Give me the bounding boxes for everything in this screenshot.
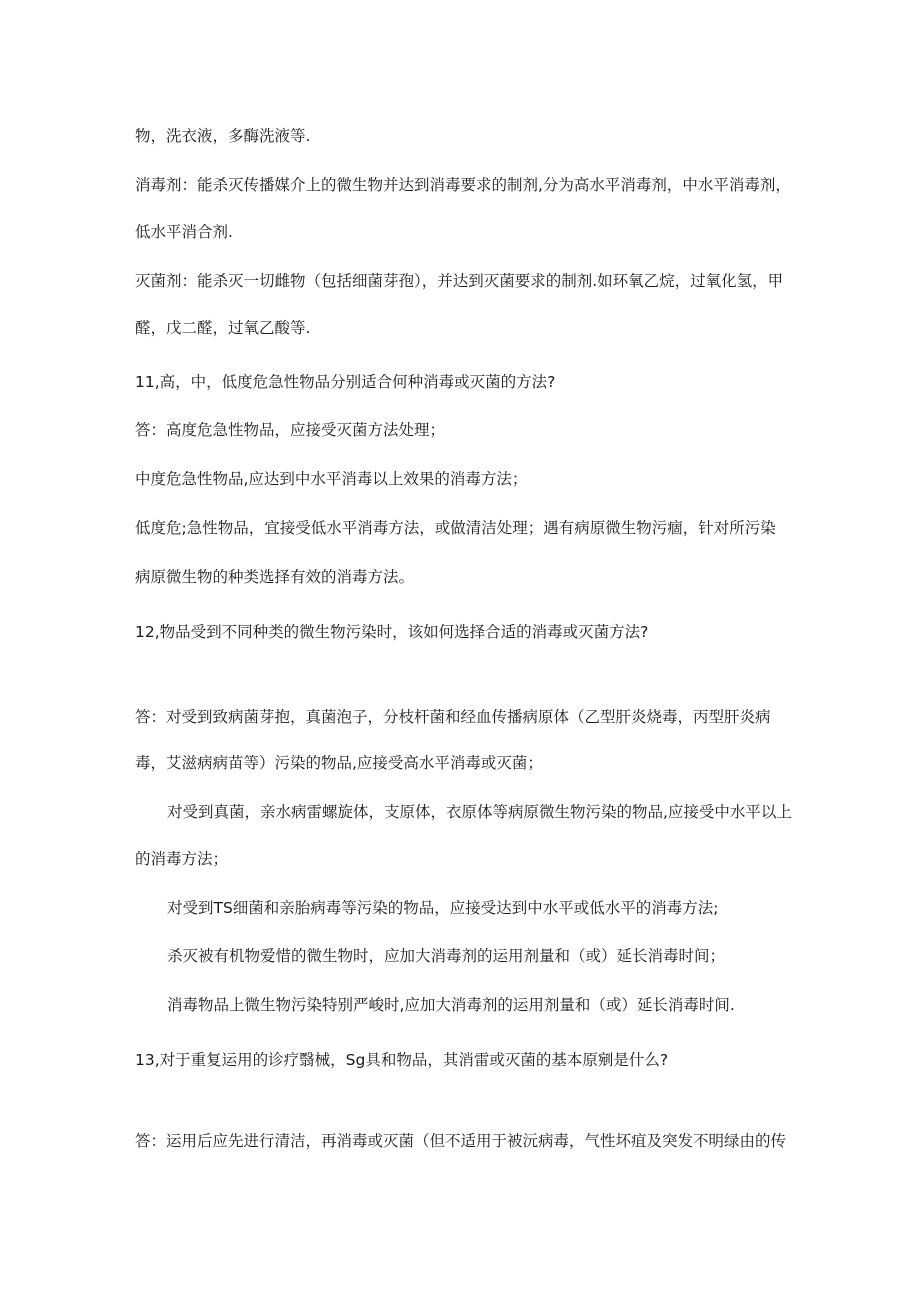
text-line: 消毒剂：能杀灭传播媒介上的微生物并达到消毒要求的制剂,分为高水平消毒剂，中水平消毒剂，: [135, 176, 791, 194]
question-heading: 11,高，中，低度危急性物品分别适合何种消毒或灭菌的方法?: [135, 373, 556, 391]
text-line: 物，洗衣液，多酶洗液等.: [135, 127, 311, 145]
text-line: 对受到真菌，亲水病雷螺旋体，支原体，衣原体等病原微生物污染的物品,应接受中水平以上: [167, 803, 792, 821]
question-heading: 12,物品受到不同种类的微生物污染时，该如何选择合适的消毒或灭菌方法?: [135, 623, 649, 641]
text-line: 答：高度危急性物品，应接受灭菌方法处理；: [135, 421, 446, 439]
text-line: 灭菌剂：能杀灭一切雌物（包括细菌芽孢），并达到灭菌要求的制剂.如环氧乙烷，过氧化氢，甲: [135, 272, 784, 290]
text-line: 的消毒方法；: [135, 850, 229, 868]
question-heading: 13,对于重复运用的诊疗翳械，Sg具和物品，其消雷或灭菌的基本原剜是什么?: [135, 1051, 669, 1069]
text-line: 低水平消合剂.: [135, 223, 233, 241]
text-line: 对受到TS细菌和亲胎病毒等污染的物品，应接受达到中水平或低水平的消毒方法;: [167, 899, 719, 917]
text-line: 毒，艾滋病病苗等）污染的物品,应接受高水平消毒或灭菌；: [135, 754, 543, 772]
text-line: 答：运用后应先进行清洁，再消毒或灭菌（但不适用于被沅病毒，气性坏疽及突发不明绿由的传: [135, 1132, 787, 1150]
text-line: 病原微生物的种类选择有效的消毒方法。: [135, 568, 415, 586]
text-line: 消毒物品上微生物污染特别严峻时,应加大消毒剂的运用剂量和（或）延长消毒时间.: [167, 996, 735, 1014]
text-line: 答：对受到致病菌芽抱，真菌泡子，分枝杆菌和经血传播病原体（乙型肝炎烧毒，丙型肝炎病: [135, 708, 771, 726]
text-line: 低度危;急性物品，宜接受低水平消毒方法，或做清洁处理；遇有病原微生物污痼，针对所污染: [135, 519, 776, 537]
text-line: 杀灭被有机物爱惜的微生物时，应加大消毒剂的运用剂量和（或）延长消毒时间；: [167, 947, 726, 965]
text-line: 中度危急性物品,应达到中水平消毒以上效果的消毒方法；: [135, 470, 528, 488]
text-line: 醛，戊二醛，过氧乙酸等.: [135, 319, 311, 337]
